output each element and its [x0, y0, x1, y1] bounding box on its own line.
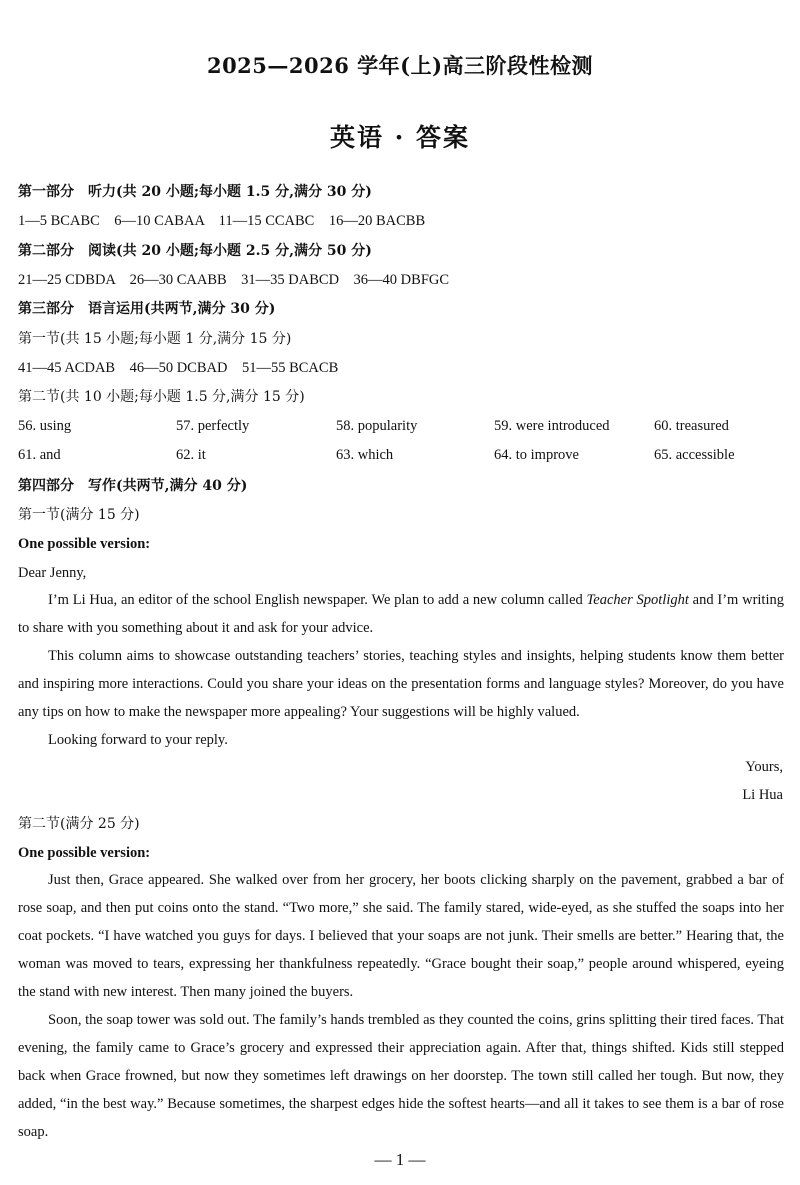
answer-cell: 64. to improve [494, 447, 579, 463]
letter-signature: Li Hua [742, 787, 783, 803]
letter-paragraph-3: Looking forward to your reply. [48, 732, 228, 748]
part4-section2-heading: 第二节(满分 25 分) [18, 816, 140, 832]
part3-heading: 第三部分 语言运用(共两节,满分 30 分) [18, 301, 276, 317]
part3-section1-answers: 41—45 ACDAB 46—50 DCBAD 51—55 BCACB [18, 360, 339, 376]
letter-greeting: Dear Jenny, [18, 565, 87, 581]
letter-closing: Yours, [745, 759, 783, 775]
answer-cell: 56. using [18, 418, 72, 434]
answer-cell: 60. treasured [654, 418, 729, 434]
part2-answers: 21—25 CDBDA 26—30 CAABB 31—35 DABCD 36—40 DBFGC [18, 272, 450, 288]
letter-paragraph-1 [18, 586, 784, 642]
answer-cell: 63. which [336, 447, 394, 463]
page-title: 2025—2026 学年(上)高三阶段性检测 [206, 53, 594, 78]
story-paragraph-1: Just then, Grace appeared. She walked over from her grocery, her boots clicking sharply on the pavement, grabbed a bar of rose soap, and then put coins onto the stand. “Two more,” she said. The family stared, wide-eyed, as she stuffed the soaps into her coat pockets. “I have watched you guys for days. I believed that your soaps are not junk. Their smells are better.” Hearing that, the woman was moved to tears, expressing her thankfulness repeatedly. “Grace bought their soap,” people around whispered, eyeing the stand with new interest. Then many joined the buyers. [18, 872, 784, 1000]
column-name: Teacher Spotlight [586, 592, 689, 608]
answer-cell: 61. and [18, 447, 61, 463]
part1-heading: 第一部分 听力(共 20 小题;每小题 1.5 分,满分 30 分) [18, 184, 372, 200]
part3-section1-heading: 第一节(共 15 小题;每小题 1 分,满分 15 分) [18, 331, 292, 347]
part2-heading: 第二部分 阅读(共 20 小题;每小题 2.5 分,满分 50 分) [18, 243, 372, 259]
answer-cell: 57. perfectly [176, 418, 250, 434]
answer-cell: 58. popularity [336, 418, 418, 434]
answer-cell: 65. accessible [654, 447, 735, 463]
part1-answers: 1—5 BCABC 6—10 CABAA 11—15 CCABC 16—20 BACBB [18, 213, 426, 229]
part4-heading: 第四部分 写作(共两节,满分 40 分) [18, 478, 248, 494]
letter-p1-text: I’m Li Hua, an editor of the school English newspaper. We plan to add a new column called [48, 592, 587, 608]
version-label-2: One possible version: [18, 845, 151, 861]
part3-section2-heading: 第二节(共 10 小题;每小题 1.5 分,满分 15 分) [18, 389, 305, 405]
page-number: — 1 — [374, 1150, 426, 1169]
version-label: One possible version: [18, 536, 151, 552]
letter-paragraph-2: This column aims to showcase outstanding teachers’ stories, teaching styles and insights, helping students know them better and inspiring more interactions. Could you share your ideas on the presentation forms and language styles? Moreover, do you have any tips on how to make the newspaper more appealing? Your suggestions will be highly valued. [18, 648, 784, 720]
answer-cell: 59. were introduced [494, 418, 610, 434]
page-subtitle: 英语 · 答案 [329, 123, 471, 152]
story-paragraph-2: Soon, the soap tower was sold out. The family’s hands trembled as they counted the coins, grins splitting their tired faces. That evening, the family came to Grace’s grocery and expressed their appreciation again. After that, things shifted. Kids still stepped back when Grace frowned, but now they sometimes left drawings on her doorstep. The town still called her tough. But now, they added, “in the best way.” Because sometimes, the sharpest edges hide the softest hearts—and all it takes to see them is a bar of rose soap. [18, 1012, 784, 1140]
part4-section1-heading: 第一节(满分 15 分) [18, 507, 140, 523]
letter-p1-text-end: and I’m writing to share with you something about it and ask for your advice. [18, 592, 784, 636]
answer-cell: 62. it [176, 447, 206, 463]
